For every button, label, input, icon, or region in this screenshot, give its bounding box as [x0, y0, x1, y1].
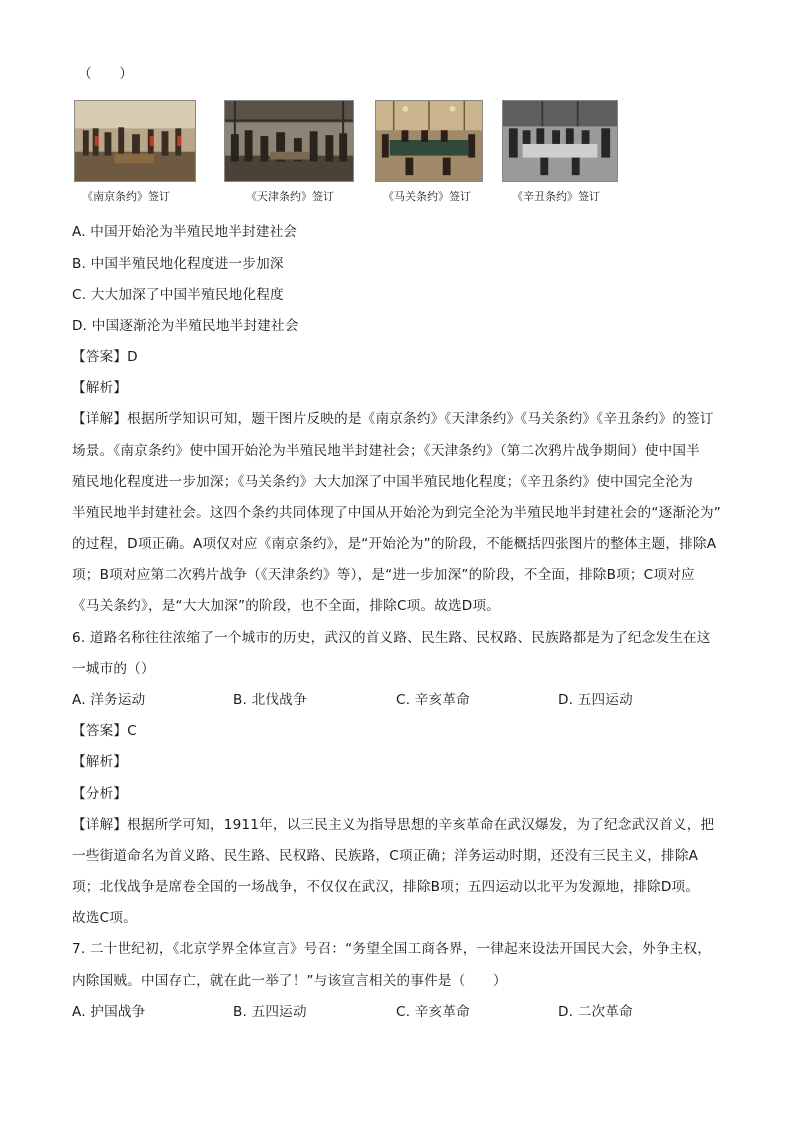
q6-detail-line: 一些街道命名为首义路、民生路、民权路、民族路，C项正确；洋务运动时期，还没有三民主义，排除A	[72, 848, 699, 864]
q6-detail-line: 【详解】根据所学可知，1911年，以三民主义为指导思想的辛亥革命在武汉爆发，为了纪念武汉首义，把	[72, 817, 715, 833]
q5-detail-line: 的过程，D项正确。A项仅对应《南京条约》，是“开始沦为”的阶段，不能概括四张图片的整体主题，排除A	[72, 536, 717, 552]
q7-option-c: C. 辛亥革命	[396, 1004, 470, 1020]
q5-option-a: A. 中国开始沦为半殖民地半封建社会	[72, 224, 298, 240]
q6-fenxi-label: 【分析】	[72, 786, 128, 802]
q5-answer: 【答案】D	[72, 349, 138, 365]
q5-option-c: C. 大大加深了中国半殖民地化程度	[72, 287, 284, 303]
q5-detail-line: 场景。《南京条约》使中国开始沦为半殖民地半封建社会；《天津条约》（第二次鸦片战争期间）使中国半	[72, 443, 700, 459]
q5-detail-line: 《马关条约》，是“大大加深”的阶段，也不全面，排除C项。故选D项。	[72, 598, 501, 614]
photo-nanjing-treaty	[74, 100, 196, 182]
treaty-figures	[74, 100, 634, 210]
q5-option-b: B. 中国半殖民地化程度进一步加深	[72, 256, 284, 272]
caption-xinchou-treaty: 《辛丑条约》签订	[512, 190, 600, 203]
q6-option-b: B. 北伐战争	[233, 692, 307, 708]
caption-nanjing-treaty: 《南京条约》签订	[82, 190, 170, 203]
q6-detail-line: 故选C项。	[72, 910, 137, 926]
caption-tianjin-treaty: 《天津条约》签订	[246, 190, 334, 203]
caption-maguan-treaty: 《马关条约》签订	[383, 190, 471, 203]
q6-option-c: C. 辛亥革命	[396, 692, 470, 708]
q7-option-b: B. 五四运动	[233, 1004, 307, 1020]
question-5-paren: （ ）	[78, 66, 134, 82]
q6-stem-line: 一城市的（）	[72, 661, 155, 677]
q7-options-row	[0, 1002, 794, 1022]
q5-detail-line: 【详解】根据所学知识可知，题干图片反映的是《南京条约》《天津条约》《马关条约》《辛丑条约》的签订	[72, 411, 714, 427]
q6-detail-line: 项；北伐战争是席卷全国的一场战争，不仅仅在武汉，排除B项；五四运动以北平为发源地，排除D项。	[72, 879, 700, 895]
q5-option-d: D. 中国逐渐沦为半殖民地半封建社会	[72, 318, 299, 334]
photo-xinchou-treaty	[502, 100, 618, 182]
q5-detail-line: 殖民地化程度进一步加深；《马关条约》大大加深了中国半殖民地化程度；《辛丑条约》使中国完全沦为	[72, 474, 693, 490]
q5-detail-line: 半殖民地半封建社会。这四个条约共同体现了中国从开始沦为到完全沦为半殖民地半封建社会的“逐渐沦为”	[72, 505, 721, 521]
q6-analysis-label: 【解析】	[72, 754, 128, 770]
q6-options-row	[0, 690, 794, 710]
q6-option-a: A. 洋务运动	[72, 692, 146, 708]
q5-analysis-label: 【解析】	[72, 380, 128, 396]
q7-stem-line: 内除国贼。中国存亡，就在此一举了！”与该宣言相关的事件是（ ）	[72, 973, 507, 989]
photo-tianjin-treaty	[224, 100, 354, 182]
photo-maguan-treaty	[375, 100, 483, 182]
q7-stem-line: 7. 二十世纪初，《北京学界全体宣言》号召：“务望全国工商各界，一律起来设法开国民大会，外争主权，	[72, 941, 712, 957]
q6-stem-line: 6. 道路名称往往浓缩了一个城市的历史，武汉的首义路、民生路、民权路、民族路都是为了纪念发生在这	[72, 630, 711, 646]
q5-detail-line: 项；B项对应第二次鸦片战争（《天津条约》等），是“进一步加深”的阶段，不全面，排除B项；C项对应	[72, 567, 695, 583]
q7-option-d: D. 二次革命	[558, 1004, 633, 1020]
q7-option-a: A. 护国战争	[72, 1004, 146, 1020]
q6-answer: 【答案】C	[72, 723, 137, 739]
q6-option-d: D. 五四运动	[558, 692, 633, 708]
